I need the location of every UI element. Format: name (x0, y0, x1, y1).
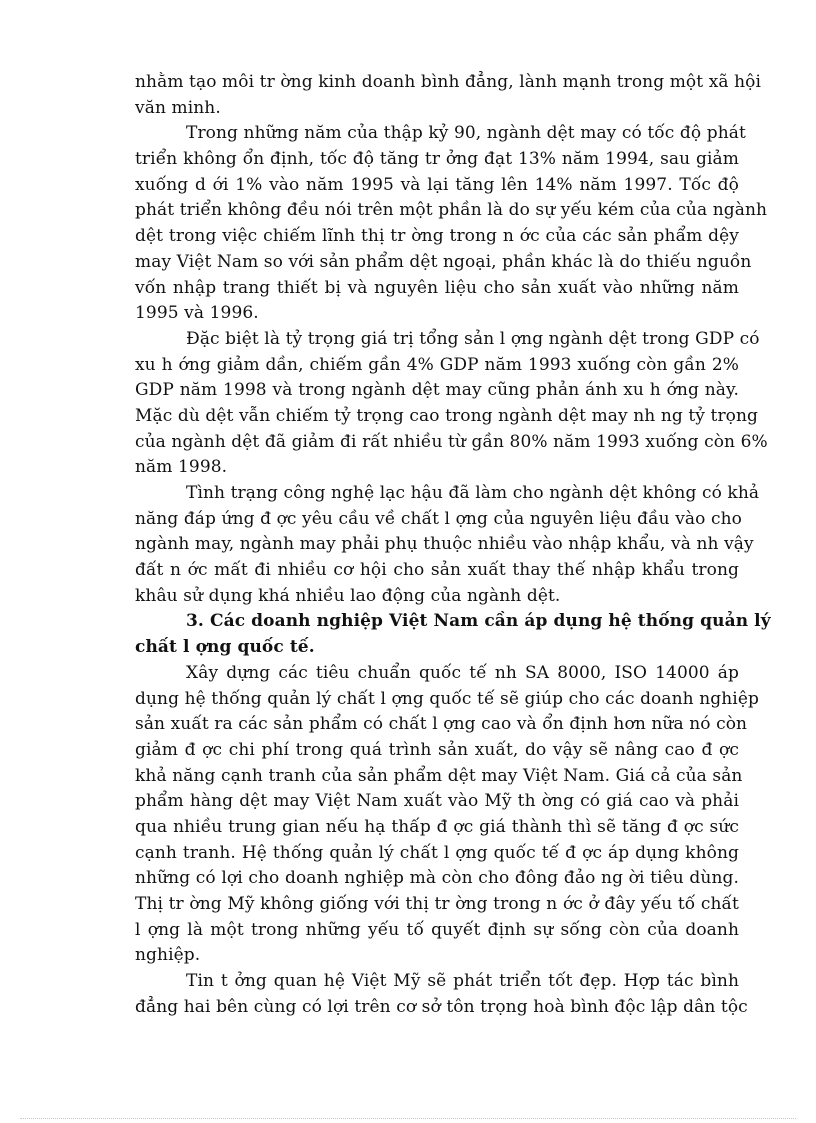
text-line: 1995 và 1996. (135, 303, 259, 324)
text-line: GDP năm 1998 và trong ngành dệt may cũng phản ánh xu h ớng này. (135, 380, 739, 401)
section-heading-line: 3. Các doanh nghiệp Việt Nam cần áp dụng hệ thống quản lý (186, 611, 771, 632)
text-line: văn minh. (135, 97, 221, 118)
text-line: nghiệp. (135, 945, 201, 966)
section-heading-line: chất l ợng quốc tế. (135, 637, 315, 658)
text-line: nhằm tạo môi tr ờng kinh doanh bình đẳng, lành mạnh trong một xã hội (135, 72, 762, 92)
text-line: phát triển không đều nói trên một phần là do sự yếu kém của của ngành (135, 200, 768, 221)
text-line: phẩm hàng dệt may Việt Nam xuất vào Mỹ th ờng có giá cao và phải (135, 791, 739, 812)
text-line: triển không ổn định, tốc độ tăng tr ởng đạt 13% năm 1994, sau giảm (135, 149, 739, 170)
text-line: sản xuất ra các sản phẩm có chất l ợng cao và ổn định hơn nữa nó còn (135, 714, 748, 735)
text-line: cạnh tranh. Hệ thống quản lý chất l ợng quốc tế đ ợc áp dụng không (135, 842, 739, 863)
text-line: may Việt Nam so với sản phẩm dệt ngoại, phần khác là do thiếu nguồn (135, 251, 752, 272)
text-line: khả năng cạnh tranh của sản phẩm dệt may Việt Nam. Giá cả của sản (135, 765, 743, 786)
text-line: Đặc biệt là tỷ trọng giá trị tổng sản l ợng ngành dệt trong GDP có (186, 328, 760, 349)
text-line: qua nhiều trung gian nếu hạ thấp đ ợc giá thành thì sẽ tăng đ ợc sức (135, 816, 739, 837)
text-line: những có lợi cho doanh nghiệp mà còn cho đông đảo ng ời tiêu dùng. (135, 868, 739, 889)
text-line: năng đáp ứng đ ợc yêu cầu về chất l ợng của nguyên liệu đầu vào cho (135, 508, 742, 529)
text-line: Mặc dù dệt vẫn chiếm tỷ trọng cao trong ngành dệt may nh ng tỷ trọng (135, 405, 759, 426)
text-line: khâu sử dụng khá nhiều lao động của ngành dệt. (135, 585, 561, 606)
text-line: Xây dựng các tiêu chuẩn quốc tế nh SA 8000, ISO 14000 áp (186, 662, 739, 683)
text-line: Tin t ởng quan hệ Việt Mỹ sẽ phát triển tốt đẹp. Hợp tác bình (186, 971, 739, 992)
text-line: dụng hệ thống quản lý chất l ợng quốc tế sẽ giúp cho các doanh nghiệp (135, 688, 759, 709)
text-line: ngành may, ngành may phải phụ thuộc nhiều vào nhập khẩu, và nh vậy (135, 534, 754, 555)
body-text (135, 70, 771, 1020)
page-bottom-divider (20, 1118, 796, 1119)
text-line: đẳng hai bên cùng có lợi trên cơ sở tôn trọng hoà bình độc lập dân tộc (135, 996, 748, 1017)
text-line: Tình trạng công nghệ lạc hậu đã làm cho ngành dệt không có khả (186, 483, 760, 503)
text-line: Thị tr ờng Mỹ không giống với thị tr ờng trong n ớc ở đây yếu tố chất (135, 894, 739, 914)
text-line: dệt trong việc chiếm lĩnh thị tr ờng trong n ớc của các sản phẩm dệy (135, 226, 739, 247)
text-line: của ngành dệt đã giảm đi rất nhiều từ gần 80% năm 1993 xuống còn 6% (135, 431, 768, 452)
text-line: năm 1998. (135, 457, 228, 478)
text-line: đất n ớc mất đi nhiều cơ hội cho sản xuất thay thế nhập khẩu trong (135, 560, 739, 581)
text-line: l ợng là một trong những yếu tố quyết định sự sống còn của doanh (135, 919, 739, 940)
text-line: giảm đ ợc chi phí trong quá trình sản xuất, do vậy sẽ nâng cao đ ợc (135, 739, 739, 760)
text-line: vốn nhập trang thiết bị và nguyên liệu cho sản xuất vào những năm (135, 277, 739, 298)
text-line: Trong những năm của thập kỷ 90, ngành dệt may có tốc độ phát (186, 123, 746, 144)
text-line: xuống d ới 1% vào năm 1995 và lại tăng lên 14% năm 1997. Tốc độ (135, 174, 739, 195)
text-line: xu h ớng giảm dần, chiếm gần 4% GDP năm 1993 xuống còn gần 2% (135, 354, 739, 375)
